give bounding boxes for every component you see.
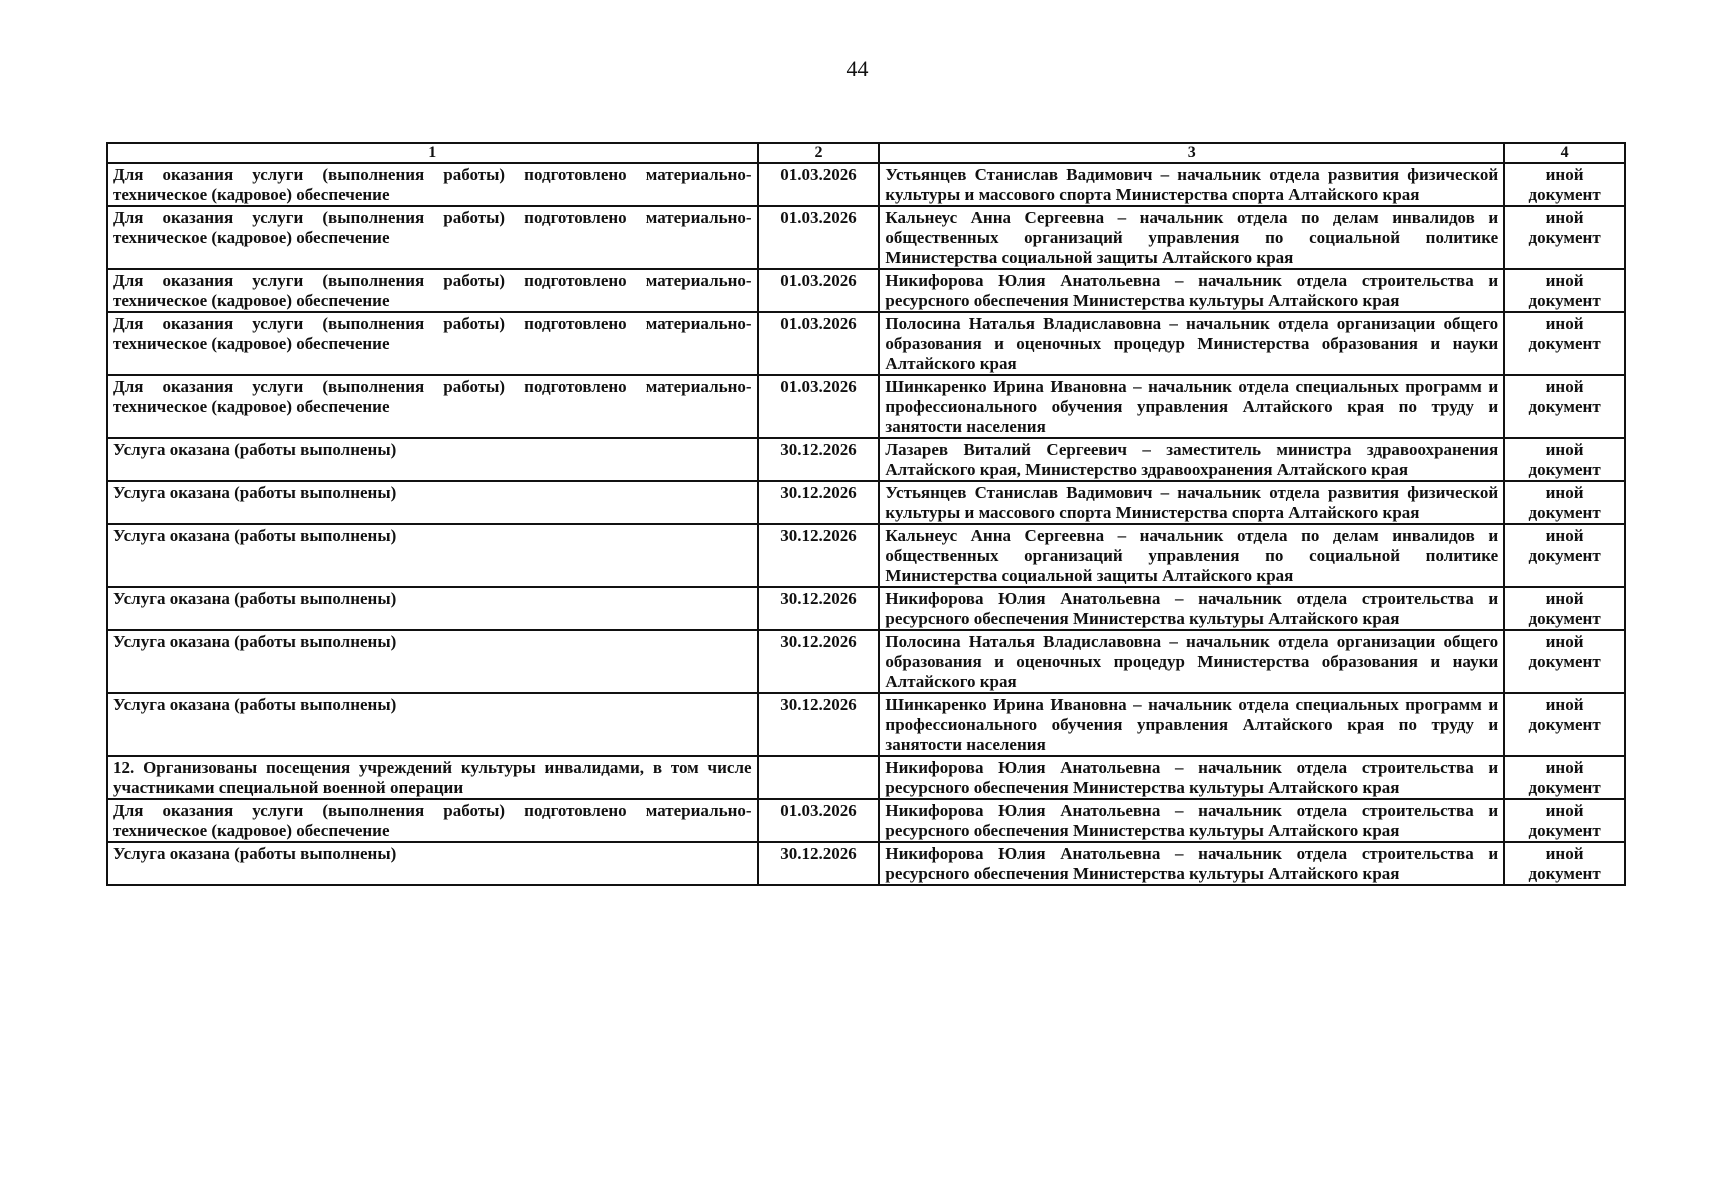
document-cell: иной документ (1504, 799, 1625, 842)
date-cell: 01.03.2026 (758, 163, 880, 206)
document-cell: иной документ (1504, 206, 1625, 269)
stage-cell: Для оказания услуги (выполнения работы) подготовлено материально-техническое (кадровое) обеспечение (107, 799, 758, 842)
table-row (107, 799, 1625, 842)
document-cell: иной документ (1504, 524, 1625, 587)
responsible-cell: Кальнеус Анна Сергеевна – начальник отдела по делам инвалидов и общественных организаций управления по социальной политике Министерства социальной защиты Алтайского края (879, 206, 1504, 269)
table-row (107, 756, 1625, 799)
date-cell: 01.03.2026 (758, 799, 880, 842)
document-cell: иной документ (1504, 587, 1625, 630)
document-cell: иной документ (1504, 312, 1625, 375)
stage-cell: Для оказания услуги (выполнения работы) подготовлено материально-техническое (кадровое) обеспечение (107, 163, 758, 206)
responsible-cell: Полосина Наталья Владиславовна – начальник отдела организации общего образования и оценочных процедур Министерства образования и науки Алтайского края (879, 630, 1504, 693)
responsible-cell: Никифорова Юлия Анатольевна – начальник отдела строительства и ресурсного обеспечения Министерства культуры Алтайского края (879, 799, 1504, 842)
date-cell: 30.12.2026 (758, 438, 880, 481)
stage-cell: Услуга оказана (работы выполнены) (107, 693, 758, 756)
responsible-cell: Полосина Наталья Владиславовна – начальник отдела организации общего образования и оценочных процедур Министерства образования и науки Алтайского края (879, 312, 1504, 375)
stage-cell: Услуга оказана (работы выполнены) (107, 842, 758, 885)
table-row (107, 481, 1625, 524)
table-row (107, 630, 1625, 693)
table-header-row (107, 143, 1625, 163)
stage-cell: Услуга оказана (работы выполнены) (107, 438, 758, 481)
table-row (107, 524, 1625, 587)
date-cell: 01.03.2026 (758, 312, 880, 375)
table-row (107, 693, 1625, 756)
stage-cell: Услуга оказана (работы выполнены) (107, 630, 758, 693)
stage-cell: Услуга оказана (работы выполнены) (107, 481, 758, 524)
responsible-cell: Никифорова Юлия Анатольевна – начальник отдела строительства и ресурсного обеспечения Министерства культуры Алтайского края (879, 269, 1504, 312)
document-cell: иной документ (1504, 438, 1625, 481)
responsible-cell: Никифорова Юлия Анатольевна – начальник отдела строительства и ресурсного обеспечения Министерства культуры Алтайского края (879, 842, 1504, 885)
activity-table (106, 142, 1626, 886)
table-row (107, 438, 1625, 481)
header-col-3: 3 (879, 143, 1504, 163)
responsible-cell: Устьянцев Станислав Вадимович – начальник отдела развития физической культуры и массового спорта Министерства спорта Алтайского края (879, 163, 1504, 206)
responsible-cell: Устьянцев Станислав Вадимович – начальник отдела развития физической культуры и массового спорта Министерства спорта Алтайского края (879, 481, 1504, 524)
header-col-2: 2 (758, 143, 880, 163)
stage-cell: Услуга оказана (работы выполнены) (107, 524, 758, 587)
date-cell: 30.12.2026 (758, 524, 880, 587)
page-number: 44 (846, 56, 869, 81)
responsible-cell: Лазарев Виталий Сергеевич – заместитель министра здравоохранения Алтайского края, Министерство здравоохранения Алтайского края (879, 438, 1504, 481)
date-cell: 30.12.2026 (758, 842, 880, 885)
table-row (107, 206, 1625, 269)
responsible-cell: Никифорова Юлия Анатольевна – начальник отдела строительства и ресурсного обеспечения Министерства культуры Алтайского края (879, 756, 1504, 799)
document-cell: иной документ (1504, 693, 1625, 756)
table-row (107, 269, 1625, 312)
table-row (107, 163, 1625, 206)
stage-cell: Для оказания услуги (выполнения работы) подготовлено материально-техническое (кадровое) обеспечение (107, 375, 758, 438)
stage-cell: Услуга оказана (работы выполнены) (107, 587, 758, 630)
responsible-cell: Кальнеус Анна Сергеевна – начальник отдела по делам инвалидов и общественных организаций управления по социальной политике Министерства социальной защиты Алтайского края (879, 524, 1504, 587)
header-col-4: 4 (1504, 143, 1625, 163)
document-cell: иной документ (1504, 756, 1625, 799)
document-cell: иной документ (1504, 630, 1625, 693)
responsible-cell: Шинкаренко Ирина Ивановна – начальник отдела специальных программ и профессионального обучения управления Алтайского края по труду и занятости населения (879, 375, 1504, 438)
date-cell: 30.12.2026 (758, 481, 880, 524)
date-cell: 30.12.2026 (758, 630, 880, 693)
date-cell (758, 756, 880, 799)
date-cell: 01.03.2026 (758, 269, 880, 312)
document-cell: иной документ (1504, 842, 1625, 885)
table-row (107, 587, 1625, 630)
responsible-cell: Никифорова Юлия Анатольевна – начальник отдела строительства и ресурсного обеспечения Министерства культуры Алтайского края (879, 587, 1504, 630)
document-cell: иной документ (1504, 375, 1625, 438)
document-cell: иной документ (1504, 481, 1625, 524)
responsible-cell: Шинкаренко Ирина Ивановна – начальник отдела специальных программ и профессионального обучения управления Алтайского края по труду и занятости населения (879, 693, 1504, 756)
table-row (107, 842, 1625, 885)
document-cell: иной документ (1504, 163, 1625, 206)
document-cell: иной документ (1504, 269, 1625, 312)
date-cell: 01.03.2026 (758, 375, 880, 438)
table-row (107, 375, 1625, 438)
stage-cell: Для оказания услуги (выполнения работы) подготовлено материально-техническое (кадровое) обеспечение (107, 312, 758, 375)
header-col-1: 1 (107, 143, 758, 163)
table-row (107, 312, 1625, 375)
stage-cell: 12. Организованы посещения учреждений культуры инвалидами, в том числе участниками специальной военной операции (107, 756, 758, 799)
date-cell: 30.12.2026 (758, 587, 880, 630)
stage-cell: Для оказания услуги (выполнения работы) подготовлено материально-техническое (кадровое) обеспечение (107, 206, 758, 269)
stage-cell: Для оказания услуги (выполнения работы) подготовлено материально-техническое (кадровое) обеспечение (107, 269, 758, 312)
date-cell: 01.03.2026 (758, 206, 880, 269)
date-cell: 30.12.2026 (758, 693, 880, 756)
